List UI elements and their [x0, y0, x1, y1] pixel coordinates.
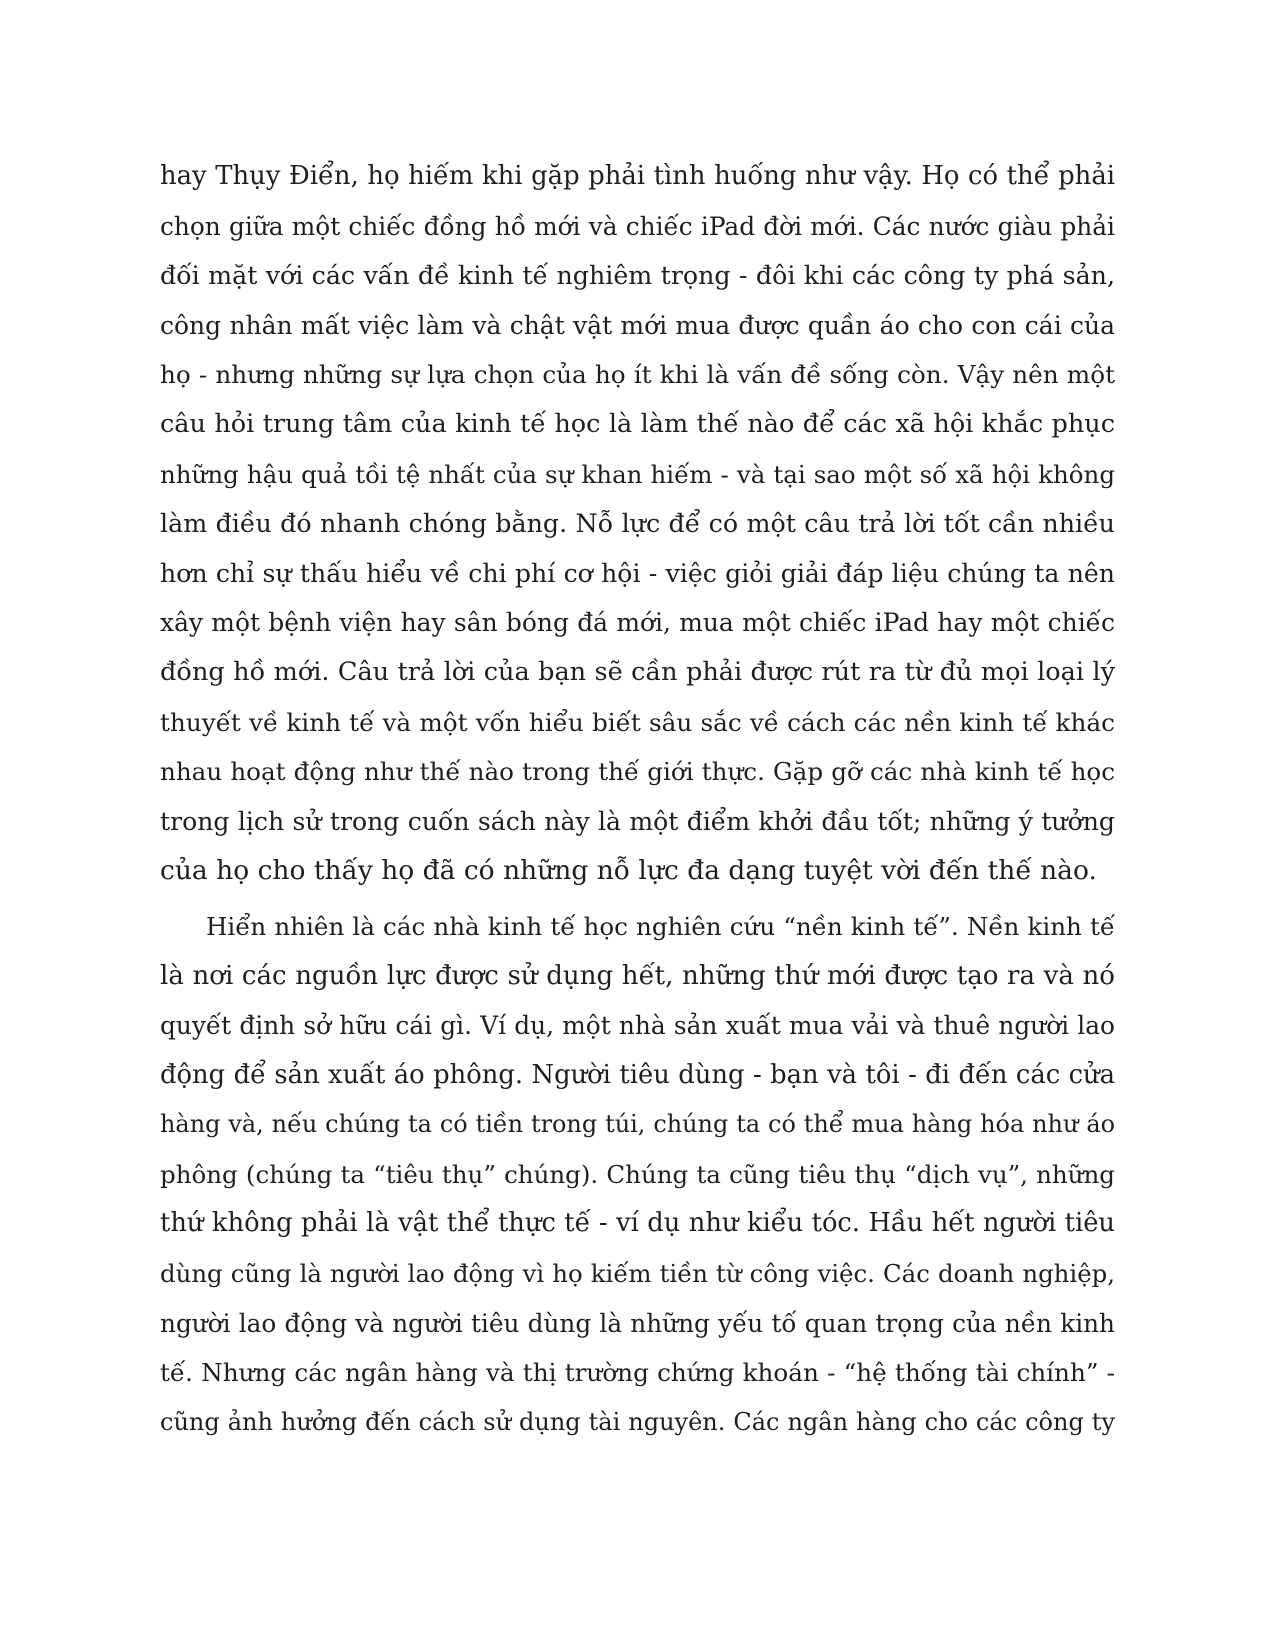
text-line: câu hỏi trung tâm của kinh tế học là làm thế nào để các xã hội khắc phục	[160, 408, 1115, 439]
text-line: nhau hoạt động như thế nào trong thế giới thực. Gặp gỡ các nhà kinh tế học	[160, 757, 1115, 787]
text-line: hay Thụy Điển, họ hiếm khi gặp phải tình huống như vậy. Họ có thể phải	[160, 161, 1115, 191]
text-line: công nhân mất việc làm và chật vật mới mua được quần áo cho con cái của	[160, 310, 1115, 340]
text-line: cũng ảnh hưởng đến cách sử dụng tài nguyên. Các ngân hàng cho các công ty	[160, 1407, 1115, 1436]
text-line: thuyết về kinh tế và một vốn hiểu biết sâu sắc về cách các nền kinh tế khác	[160, 707, 1115, 737]
text-line: trong lịch sử trong cuốn sách này là một điểm khởi đầu tốt; những ý tưởng	[160, 806, 1115, 836]
text-line: chọn giữa một chiếc đồng hồ mới và chiếc iPad đời mới. Các nước giàu phải	[160, 211, 1115, 241]
text-body	[160, 152, 1115, 1447]
text-line: phông (chúng ta “tiêu thụ” chúng). Chúng ta cũng tiêu thụ “dịch vụ”, những	[160, 1159, 1115, 1189]
paragraph-1	[160, 152, 1115, 896]
text-line: dùng cũng là người lao động vì họ kiếm tiền từ công việc. Các doanh nghiệp,	[160, 1259, 1115, 1289]
text-line: xây một bệnh viện hay sân bóng đá mới, mua một chiếc iPad hay một chiếc	[160, 608, 1115, 638]
text-line: Hiển nhiên là các nhà kinh tế học nghiên cứu “nền kinh tế”. Nền kinh tế	[206, 911, 1115, 941]
text-line: của họ cho thấy họ đã có những nỗ lực đa dạng tuyệt vời đến thế nào.	[160, 855, 1097, 887]
text-line: họ - nhưng những sự lựa chọn của họ ít khi là vấn đề sống còn. Vậy nên một	[160, 360, 1115, 390]
text-line: làm điều đó nhanh chóng bằng. Nỗ lực để có một câu trả lời tốt cần nhiều	[160, 508, 1115, 539]
text-line: hàng và, nếu chúng ta có tiền trong túi, chúng ta có thể mua hàng hóa như áo	[160, 1110, 1115, 1139]
text-line: thứ không phải là vật thể thực tế - ví dụ như kiểu tóc. Hầu hết người tiêu	[160, 1208, 1115, 1239]
text-line: quyết định sở hữu cái gì. Ví dụ, một nhà sản xuất mua vải và thuê người lao	[160, 1011, 1115, 1041]
text-line: đối mặt với các vấn đề kinh tế nghiêm trọng - đôi khi các công ty phá sản,	[160, 261, 1115, 291]
text-line: tế. Nhưng các ngân hàng và thị trường chứng khoán - “hệ thống tài chính” -	[160, 1358, 1115, 1388]
text-line: động để sản xuất áo phông. Người tiêu dùng - bạn và tôi - đi đến các cửa	[160, 1059, 1115, 1090]
text-line: hơn chỉ sự thấu hiểu về chi phí cơ hội - việc giỏi giải đáp liệu chúng ta nên	[160, 558, 1115, 588]
paragraph-2	[160, 902, 1115, 1448]
text-line: người lao động và người tiêu dùng là những yếu tố quan trọng của nền kinh	[160, 1308, 1115, 1338]
text-line: những hậu quả tồi tệ nhất của sự khan hiếm - và tại sao một số xã hội không	[160, 459, 1115, 489]
text-line: đồng hồ mới. Câu trả lời của bạn sẽ cần phải được rút ra từ đủ mọi loại lý	[160, 656, 1115, 687]
text-line: là nơi các nguồn lực được sử dụng hết, những thứ mới được tạo ra và nó	[160, 960, 1115, 991]
